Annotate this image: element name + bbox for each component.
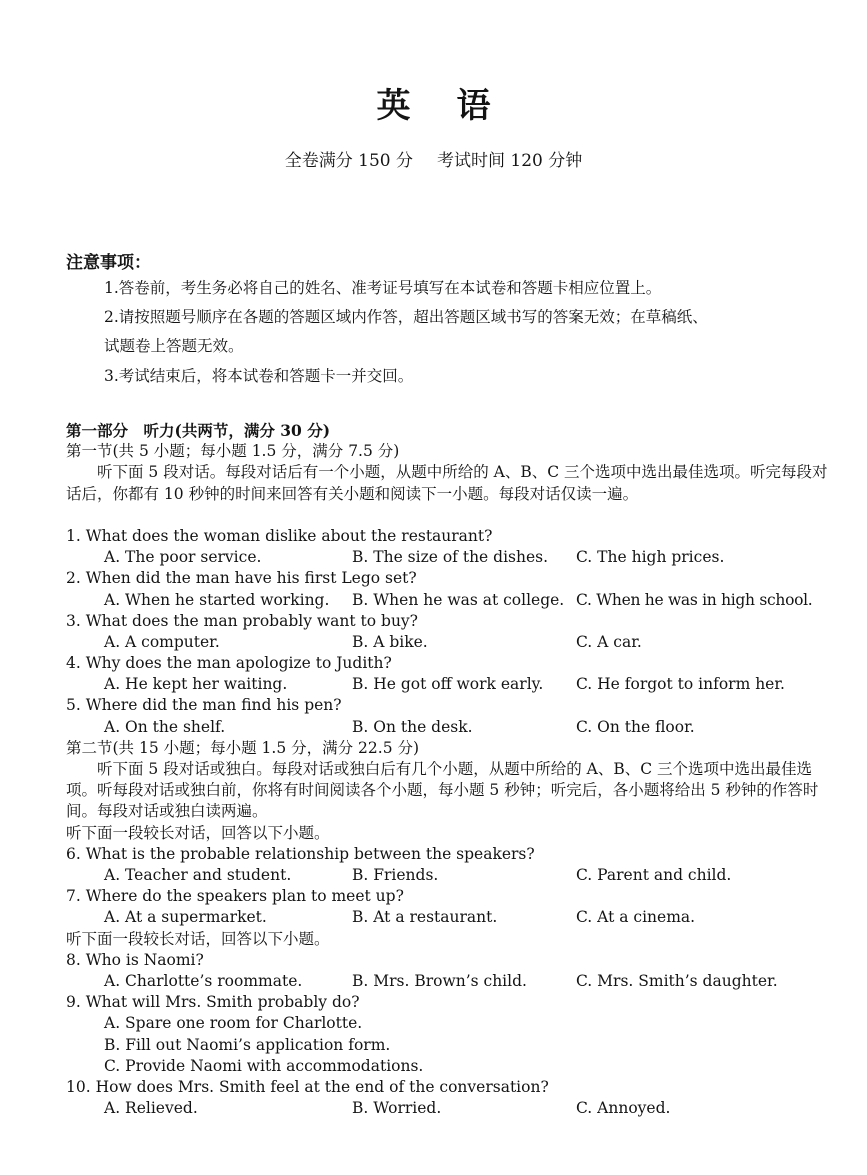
option-b: B. He got off work early. <box>352 675 544 694</box>
page-title: 英语 <box>376 86 537 126</box>
dialogue-heading-2: 听下面一段较长对话，回答以下小题。 <box>66 929 330 948</box>
option-c: C. Parent and child. <box>576 866 732 884</box>
option-a: A. Charlotte’s roommate. <box>104 971 303 990</box>
option-a: A. The poor service. <box>104 548 262 567</box>
option-c: C. He forgot to inform her. <box>576 675 785 694</box>
question-3: 3. What does the man probably want to buy? <box>66 611 418 630</box>
exam-info <box>0 146 867 171</box>
notice-item-2-cont: 试题卷上答题无效。 <box>104 337 244 355</box>
notice-heading: 注意事项： <box>66 253 151 273</box>
option-b: B. The size of the dishes. <box>352 548 549 567</box>
part1-heading: 第一部分 听力(共两节，满分 30 分) <box>66 421 331 440</box>
option-c: C. When he was in high school. <box>576 590 813 609</box>
total-score: 全卷满分 150 分 <box>284 151 413 171</box>
question-7: 7. Where do the speakers plan to meet up? <box>66 887 404 906</box>
option-c: C. At a cinema. <box>576 908 696 927</box>
option-a: A. On the shelf. <box>104 717 226 736</box>
question-10: 10. How does Mrs. Smith feel at the end of the conversation? <box>66 1077 549 1096</box>
option-b: B. Fill out Naomi’s application form. <box>104 1035 391 1054</box>
notice-item-2: 2.请按照题号顺序在各题的答题区域内作答，超出答题区域书写的答案无效；在草稿纸、 <box>104 308 708 326</box>
notice-item-3: 3.考试结束后，将本试卷和答题卡一并交回。 <box>104 367 414 385</box>
option-b: B. Mrs. Brown’s child. <box>352 971 527 990</box>
question-6-options <box>66 865 841 886</box>
option-b: B. At a restaurant. <box>352 908 498 927</box>
question-5: 5. Where did the man find his pen? <box>66 696 342 715</box>
option-c: C. Mrs. Smith’s daughter. <box>576 971 778 990</box>
option-b: B. Friends. <box>352 866 439 884</box>
option-c: C. The high prices. <box>576 548 725 567</box>
question-6: 6. What is the probable relationship between the speakers? <box>66 844 535 863</box>
option-b: B. When he was at college. <box>352 590 565 609</box>
question-4-options <box>66 674 841 695</box>
option-a: A. Relieved. <box>104 1099 198 1118</box>
question-4: 4. Why does the man apologize to Judith? <box>66 654 392 673</box>
option-a: A. A computer. <box>104 632 220 651</box>
question-1: 1. What does the woman dislike about the restaurant? <box>66 526 493 545</box>
question-8: 8. Who is Naomi? <box>66 950 204 969</box>
listening-part <box>66 420 841 1119</box>
question-8-options <box>66 971 841 992</box>
question-7-options <box>66 907 841 928</box>
section1-instructions: 听下面 5 段对话。每段对话后有一个小题，从题中所给的 A、B、C 三个选项中选出最佳选项。听完每段对话后，你都有 10 秒钟的时间来回答有关小题和阅读下一小题。每段对话仅读一遍。 <box>66 463 828 503</box>
question-3-options <box>66 632 841 653</box>
question-5-options <box>66 717 841 738</box>
option-b: B. Worried. <box>352 1099 442 1118</box>
question-1-options <box>66 547 841 568</box>
question-10-options <box>66 1098 841 1119</box>
option-c: C. On the floor. <box>576 717 695 736</box>
option-b: B. A bike. <box>352 632 428 651</box>
exam-duration: 考试时间 120 分钟 <box>437 151 583 171</box>
option-a: A. When he started working. <box>104 590 330 609</box>
section2-heading: 第二节(共 15 小题；每小题 1.5 分，满分 22.5 分) <box>66 738 420 757</box>
option-a: A. He kept her waiting. <box>104 675 288 694</box>
option-a: A. At a supermarket. <box>104 908 267 927</box>
question-9: 9. What will Mrs. Smith probably do? <box>66 993 360 1012</box>
section2-instructions: 听下面 5 段对话或独白。每段对话或独白后有几个小题，从题中所给的 A、B、C 三个选项中选出最佳选项。听每段对话或独白前，你将有时间阅读各个小题，每小题 5 秒钟；听完后，各小题将给出 5 秒钟的作答时间。每段对话或独白读两遍。 <box>66 760 819 821</box>
section1-heading: 第一节(共 5 小题；每小题 1.5 分，满分 7.5 分) <box>66 442 400 461</box>
option-a: A. Spare one room for Charlotte. <box>104 1014 363 1033</box>
option-a: A. Teacher and student. <box>104 866 292 884</box>
question-2: 2. When did the man have his first Lego set? <box>66 569 417 588</box>
notice-item-1: 1.答卷前，考生务必将自己的姓名、准考证号填写在本试卷和答题卡相应位置上。 <box>104 279 662 297</box>
dialogue-heading-1: 听下面一段较长对话，回答以下小题。 <box>66 823 330 842</box>
option-c: C. Provide Naomi with accommodations. <box>104 1056 424 1075</box>
question-2-options <box>66 590 841 611</box>
option-b: B. On the desk. <box>352 717 473 736</box>
option-c: C. A car. <box>576 632 642 651</box>
option-c: C. Annoyed. <box>576 1099 671 1118</box>
